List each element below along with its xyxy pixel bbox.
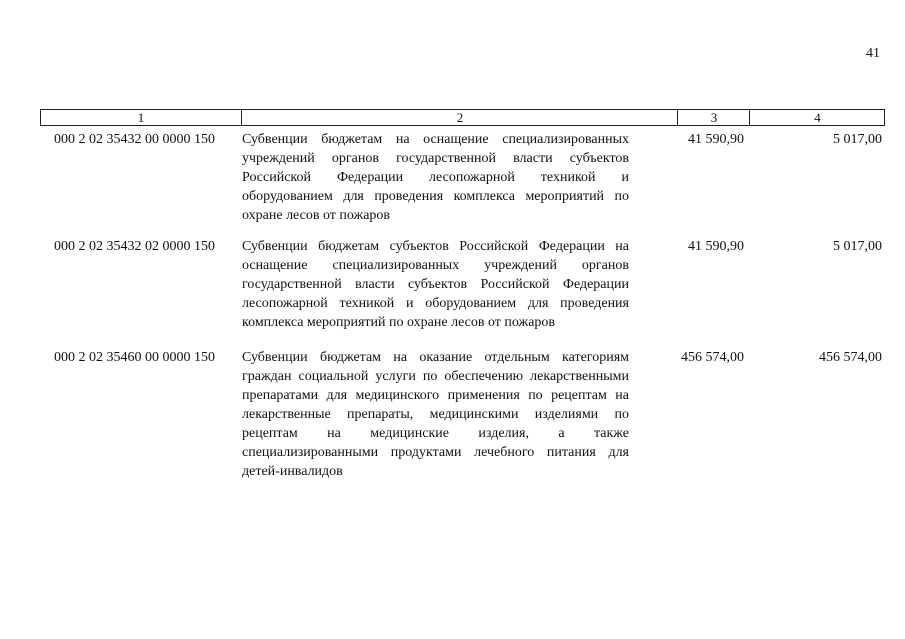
amount-col-4: 5 017,00 bbox=[833, 239, 882, 254]
amount-col-3: 456 574,00 bbox=[681, 350, 744, 365]
header-col-4: 4 bbox=[749, 110, 885, 125]
header-col-3: 3 bbox=[677, 110, 750, 125]
page-number: 41 bbox=[866, 46, 880, 61]
header-col-1: 1 bbox=[137, 110, 145, 125]
amount-col-3: 41 590,90 bbox=[688, 239, 744, 254]
row-description: Субвенции бюджетам на оснащение специализированных учреждений органов государственной власти субъектов Российской Федерации лесопожарной техникой и оборудованием для проведения комплекса мероприятий по охране лесов от пожаров bbox=[242, 132, 629, 223]
budget-code: 000 2 02 35432 02 0000 150 bbox=[54, 239, 215, 254]
row-description: Субвенции бюджетам субъектов Российской Федерации на оснащение специализированных учреждений органов государственной власти субъектов Российской Федерации лесопожарной техникой и оборудованием для проведения комплекса мероприятий по охране лесов от пожаров bbox=[242, 239, 629, 330]
table-header bbox=[40, 109, 885, 126]
row-description: Субвенции бюджетам на оказание отдельным категориям граждан социальной услуги по обеспечению лекарственными препаратами для медицинского применения по рецептам на лекарственные препараты, медицинскими изделиями по рецептам на медицинские изделия, а также специализированными продуктами лечебного питания для детей-инвалидов bbox=[242, 350, 629, 479]
amount-col-4: 456 574,00 bbox=[819, 350, 882, 365]
budget-code: 000 2 02 35432 00 0000 150 bbox=[54, 132, 215, 147]
amount-col-4: 5 017,00 bbox=[833, 132, 882, 147]
budget-code: 000 2 02 35460 00 0000 150 bbox=[54, 350, 215, 365]
header-col-2: 2 bbox=[241, 110, 678, 125]
amount-col-3: 41 590,90 bbox=[688, 132, 744, 147]
